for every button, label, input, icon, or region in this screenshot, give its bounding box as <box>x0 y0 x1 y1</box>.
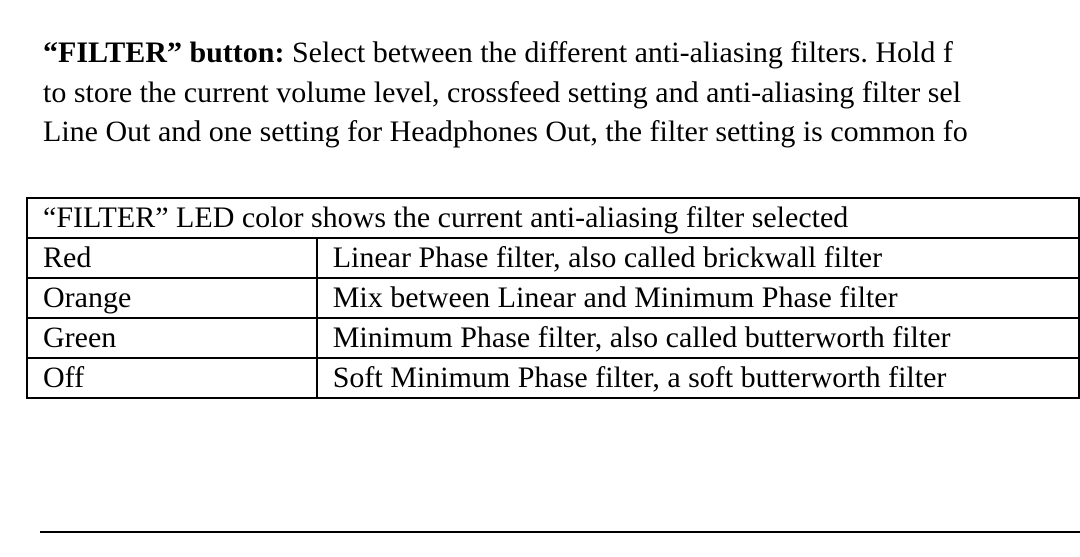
footer-divider <box>40 531 1080 533</box>
filter-button-paragraph <box>43 33 1080 152</box>
table-header-row <box>27 198 1079 238</box>
filter-description-cell: Minimum Phase filter, also called butterworth filter <box>317 318 1079 358</box>
table-row <box>27 278 1079 318</box>
paragraph-line-2: to store the current volume level, crossfeed setting and anti-aliasing filter sel <box>43 75 962 109</box>
filter-led-table <box>26 197 1080 399</box>
table-row <box>27 318 1079 358</box>
filter-description-cell: Soft Minimum Phase filter, a soft butterworth filter <box>317 358 1079 398</box>
table-row <box>27 238 1079 278</box>
table-header-cell: “FILTER” LED color shows the current anti-aliasing filter selected <box>27 198 1079 238</box>
paragraph-line-3: Line Out and one setting for Headphones Out, the filter setting is common fo <box>43 115 968 148</box>
led-color-cell: Red <box>27 238 317 278</box>
led-color-cell: Orange <box>27 278 317 318</box>
paragraph-line-1-text: Select between the different anti-aliasing filters. Hold f <box>284 36 953 69</box>
filter-description-cell: Mix between Linear and Minimum Phase filter <box>317 278 1079 318</box>
table-row <box>27 358 1079 398</box>
paragraph-line-1 <box>43 33 1080 73</box>
filter-description-cell: Linear Phase filter, also called brickwall filter <box>317 238 1079 278</box>
led-color-cell: Green <box>27 318 317 358</box>
led-color-cell: Off <box>27 358 317 398</box>
filter-button-label: “FILTER” button: <box>43 36 285 69</box>
